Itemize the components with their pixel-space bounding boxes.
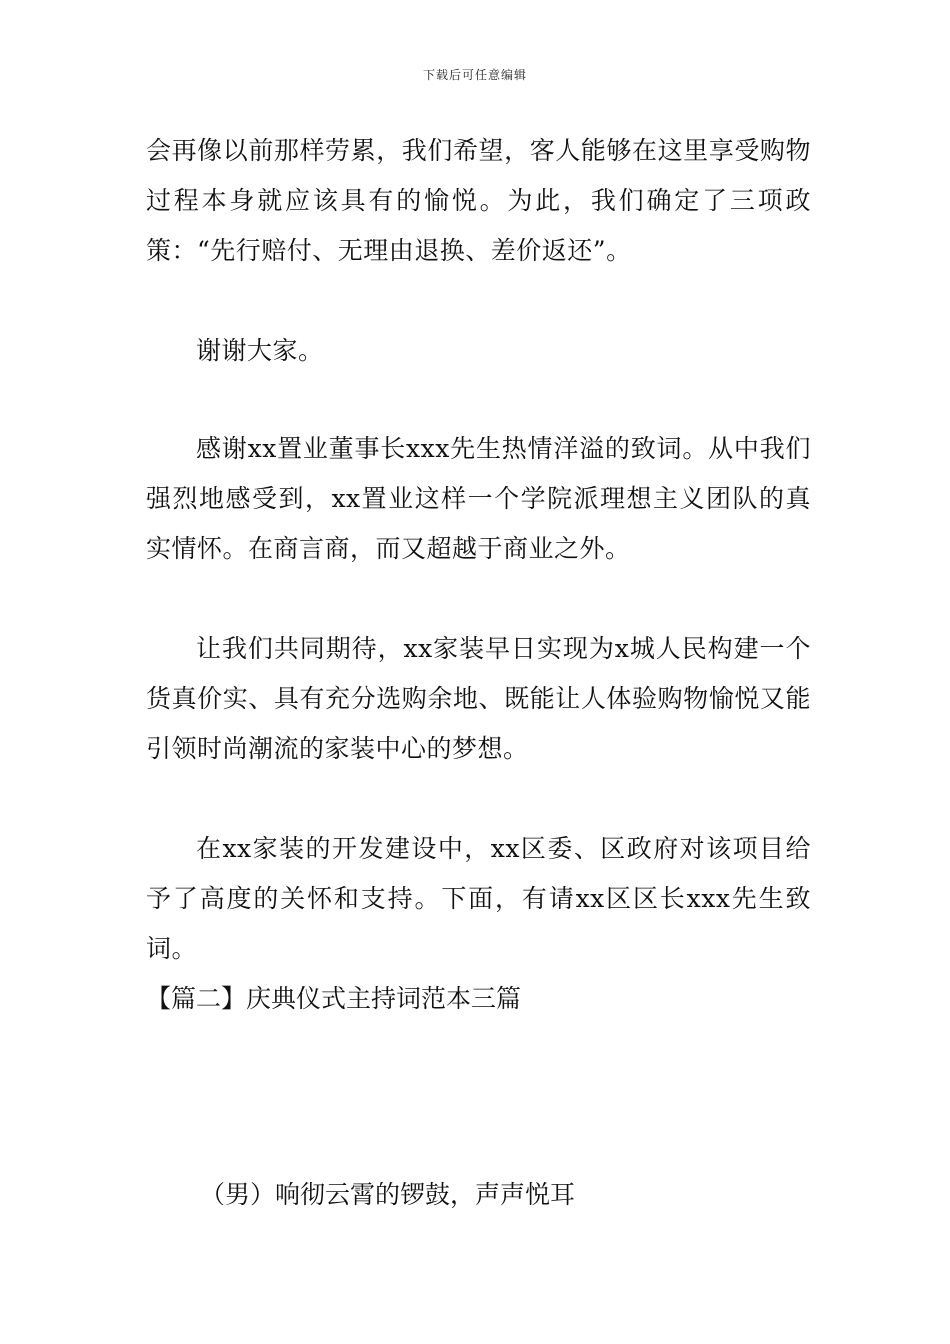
paragraph-district-invite: 在xx家装的开发建设中，xx区委、区政府对该项目给予了高度的关怀和支持。下面，有请xx区区长xxx先生致词。 [146,834,811,963]
paragraph-thanks: 谢谢大家。 [196,336,324,365]
page-header-note: 下载后可任意编辑 [422,68,527,82]
paragraph-chairman-thanks: 感谢xx置业董事长xxx先生热情洋溢的致词。从中我们强烈地感受到，xx置业这样一个学院派理想主义团队的真实情怀。在商言商，而又超越于商业之外。 [146,434,811,563]
section-title: 【篇二】庆典仪式主持词范本三篇 [146,984,522,1013]
paragraph-policy: 会再像以前那样劳累，我们希望，客人能够在这里享受购物过程本身就应该具有的愉悦。为此，我们确定了三项政策：“先行赔付、无理由退换、差价返还”。 [146,136,811,265]
paragraph-expectation: 让我们共同期待，xx家装早日实现为x城人民构建一个货真价实、具有充分选购余地、既能让人体验购物愉悦又能引领时尚潮流的家装中心的梦想。 [146,634,811,763]
host-line-male: （男）响彻云霄的锣鼓，声声悦耳 [200,1180,576,1209]
